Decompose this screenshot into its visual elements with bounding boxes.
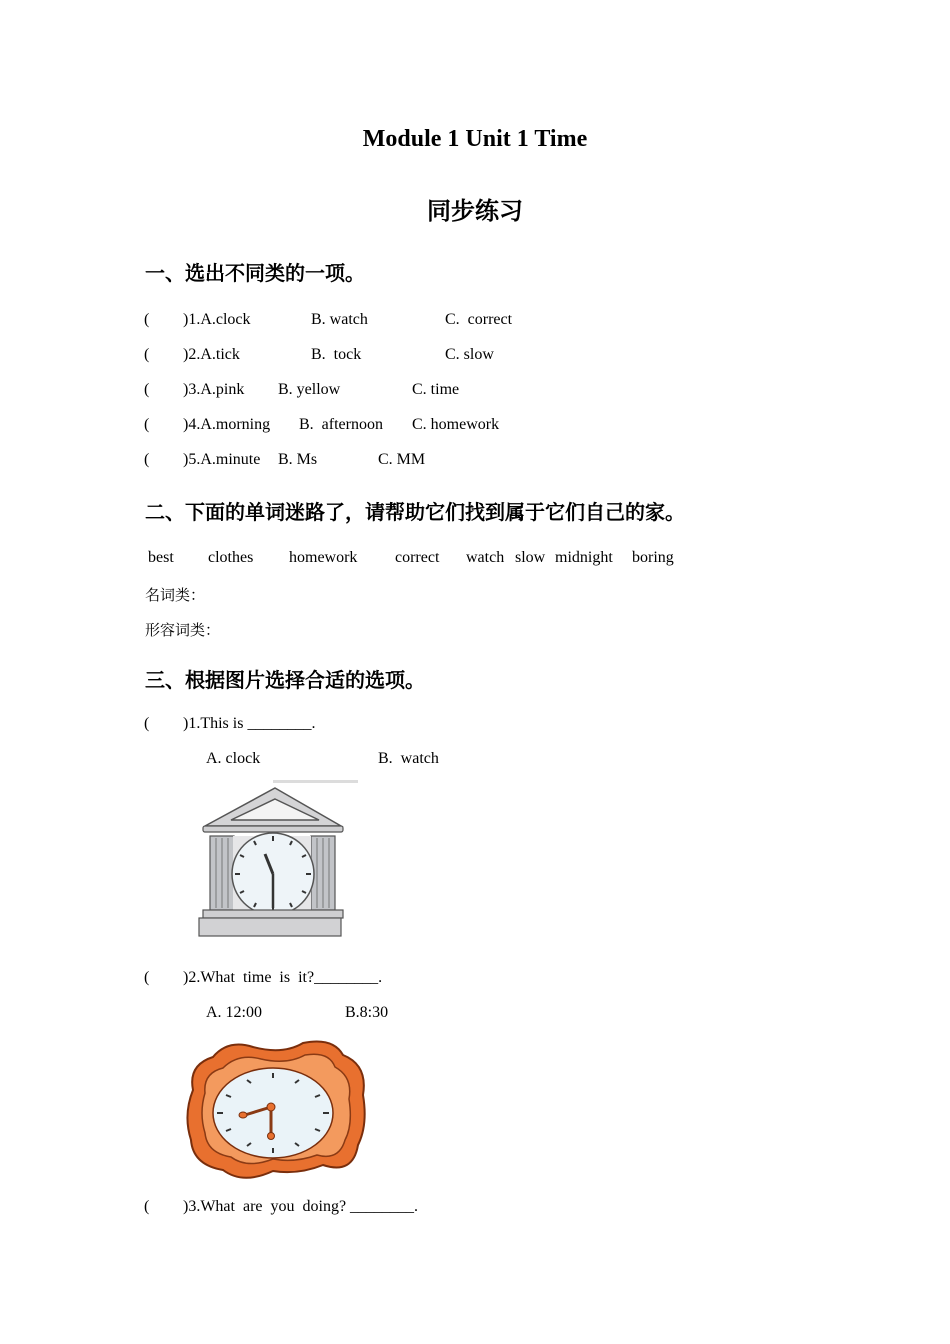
answer-blank[interactable]: ( xyxy=(144,969,150,986)
word: clothes xyxy=(208,549,254,566)
orange-wall-clock-picture xyxy=(183,1035,369,1185)
option-b: B.8:30 xyxy=(345,1004,389,1021)
answer-blank[interactable]: ( xyxy=(144,381,150,398)
word: midnight xyxy=(555,549,613,566)
option-b: B. watch xyxy=(311,311,368,328)
section-2-heading: 二、下面的单词迷路了，请帮助它们找到属于它们自己的家。 xyxy=(145,500,685,524)
question-text: )1.This is ________. xyxy=(183,715,316,732)
document-title: Module 1 Unit 1 Time xyxy=(362,126,588,152)
answer-blank[interactable]: ( xyxy=(144,311,150,328)
option-c: C. time xyxy=(412,381,460,398)
word: slow xyxy=(515,549,546,566)
question-text: )2.What time is it?________. xyxy=(183,969,383,986)
word: watch xyxy=(466,549,505,566)
option-b: B. Ms xyxy=(278,451,318,468)
noun-category-label: 名词类： xyxy=(145,586,206,604)
option-c: C. correct xyxy=(445,311,513,328)
temple-clock-picture xyxy=(193,780,358,942)
word: best xyxy=(148,549,174,566)
option-c: C. MM xyxy=(378,451,426,468)
option-a: A. 12:00 xyxy=(206,1004,262,1021)
option-b: B. watch xyxy=(378,750,439,767)
section-3-heading: 三、根据图片选择合适的选项。 xyxy=(145,668,425,692)
option-c: C. slow xyxy=(445,346,494,363)
answer-blank[interactable]: ( xyxy=(144,1198,150,1215)
option-a: )2.A.tick xyxy=(183,346,240,363)
answer-blank[interactable]: ( xyxy=(144,346,150,363)
option-b: B. yellow xyxy=(278,381,341,398)
option-a: )4.A.morning xyxy=(183,416,271,433)
option-a: A. clock xyxy=(206,750,261,767)
answer-blank[interactable]: ( xyxy=(144,416,150,433)
option-a: )1.A.clock xyxy=(183,311,251,328)
option-b: B. tock xyxy=(311,346,362,363)
section-1-heading: 一、选出不同类的一项。 xyxy=(145,261,365,285)
question-text: )3.What are you doing? ________. xyxy=(183,1198,419,1215)
word: correct xyxy=(395,549,440,566)
word: boring xyxy=(632,549,674,566)
adjective-category-label: 形容词类： xyxy=(145,621,221,639)
answer-blank[interactable]: ( xyxy=(144,451,150,468)
option-b: B. afternoon xyxy=(299,416,383,433)
option-a: )3.A.pink xyxy=(183,381,245,398)
word: homework xyxy=(289,549,358,566)
document-subtitle: 同步练习 xyxy=(427,197,523,225)
answer-blank[interactable]: ( xyxy=(144,715,150,732)
option-c: C. homework xyxy=(412,416,500,433)
option-a: )5.A.minute xyxy=(183,451,261,468)
